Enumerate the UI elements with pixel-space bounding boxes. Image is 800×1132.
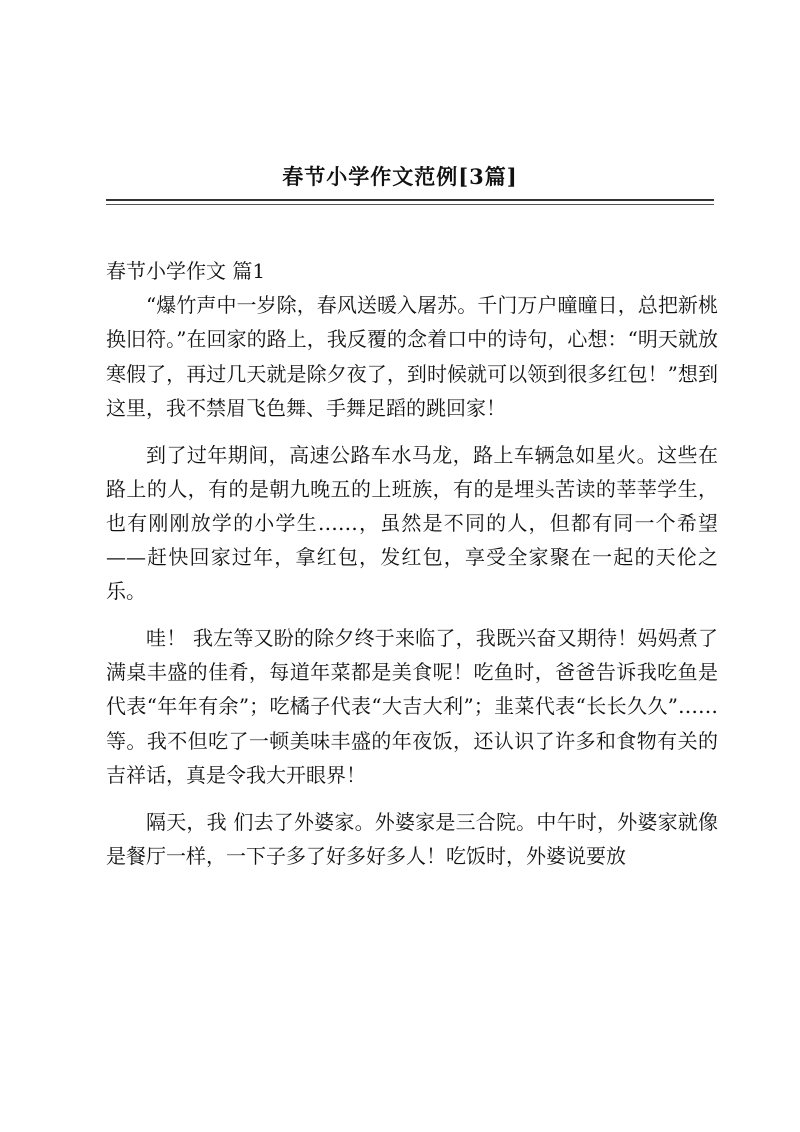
paragraph: 隔天，我 们去了外婆家。外婆家是三合院。中午时，外婆家就像是餐厅一样，一下子多了好多好多人！吃饭时，外婆说要放 xyxy=(106,809,718,868)
title-rule-thick xyxy=(106,199,714,201)
document-title: 春节小学作文范例[3篇] xyxy=(282,164,518,189)
paragraph: “爆竹声中一岁除，春风送暖入屠苏。千门万户曈曈日，总把新桃换旧符。”在回家的路上，我反覆的念着口中的诗句，心想：“明天就放寒假了，再过几天就是除夕夜了，到时候就可以领到很多红包！”想到这里，我不禁眉飞色舞、手舞足蹈的跳回家！ xyxy=(106,293,718,420)
paragraph: 哇！ 我左等又盼的除夕终于来临了，我既兴奋又期待！妈妈煮了满桌丰盛的佳肴，每道年菜都是美食呢！吃鱼时，爸爸告诉我吃鱼是代表“年年有余”；吃橘子代表“大吉大利”；韭菜代表“长长久久”……等。我不但吃了一顿美味丰盛的年夜饭，还认识了许多和食物有关的吉祥话，真是令我大开眼界！ xyxy=(106,626,718,787)
title-rule-thin xyxy=(106,204,714,205)
document-body xyxy=(106,254,718,885)
section-heading: 春节小学作文 篇1 xyxy=(106,259,266,283)
paragraph: 到了过年期间，高速公路车水马龙，路上车辆急如星火。这些在路上的人，有的是朝九晚五的上班族，有的是埋头苦读的莘莘学生，也有刚刚放学的小学生……，虽然是不同的人，但都有同一个希望——赶快回家过年，拿红包，发红包，享受全家聚在一起的天伦之乐。 xyxy=(106,442,718,604)
